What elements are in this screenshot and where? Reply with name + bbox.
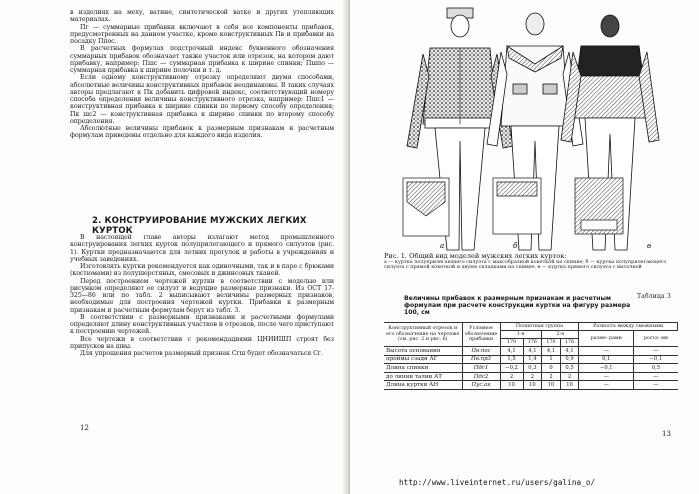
figure-caption-title: Рис. 1. Общий вид моделей мужских легких курток: bbox=[384, 252, 567, 260]
cell-symbol: Пдс2 bbox=[462, 372, 500, 381]
paragraph: В соответствии с размерными признаками и расчетными формулами определяют длину конструктивных участков и отрезков, после чего приступают к построению чертежей. bbox=[70, 313, 334, 336]
cell-value: 2 bbox=[542, 372, 561, 381]
col-header-group: Полнотная группа bbox=[500, 323, 579, 331]
cell-value: 10 bbox=[523, 381, 542, 390]
col-header-rost: 170 bbox=[500, 339, 523, 347]
table-body bbox=[384, 347, 678, 390]
left-page-top-text bbox=[70, 9, 334, 140]
cell-diff-height: — bbox=[634, 347, 678, 356]
paragraph: Абсолютные величины прибавок к размерным признакам и расчетным формулам приведены отдельно для каждого вида изделия. bbox=[70, 125, 334, 140]
figure-letter-c: в bbox=[647, 242, 652, 250]
cell-name: Высота основания bbox=[384, 347, 462, 356]
col-header-diff: Разность между смежными bbox=[579, 323, 678, 331]
col-header-name: Конструктивный отрезок и его обозначение на чертеже (см. рис. 2 и рис. 6) bbox=[384, 323, 462, 347]
paragraph: В настоящей главе авторы излагают метод промышленного конструирования легких курток полуприлегающего и прямого силуэтов (рис. 1). Куртки предназначаются для летних прогулок и работы в учреждениях и учебных заведениях. bbox=[70, 234, 334, 263]
cell-diff-size: — bbox=[579, 372, 634, 381]
cell-value: −0,2 bbox=[500, 364, 523, 373]
cell-value: 0 bbox=[542, 364, 561, 373]
cell-value: 2 bbox=[500, 372, 523, 381]
cell-value: 0,3 bbox=[523, 364, 542, 373]
cell-value: 2 bbox=[523, 372, 542, 381]
table-row bbox=[384, 364, 678, 373]
jackets-illustration bbox=[385, 6, 685, 252]
cell-symbol: Пдс1 bbox=[462, 364, 500, 373]
page-number-left: 12 bbox=[80, 424, 89, 432]
cell-diff-size: — bbox=[579, 381, 634, 390]
figure-letter-b: б bbox=[513, 242, 518, 250]
figure-letter-a: а bbox=[440, 242, 445, 250]
page-number-right: 13 bbox=[662, 430, 671, 438]
cell-value: 1,5 bbox=[500, 355, 523, 364]
paragraph: Для упрощения расчетов размерный признак Сгш будет обозначаться Сг. bbox=[80, 350, 323, 357]
back-views bbox=[403, 178, 623, 236]
left-page-bottom-text bbox=[70, 234, 334, 357]
cell-value: 10 bbox=[500, 381, 523, 390]
cell-name: проймы сзади АГ bbox=[384, 355, 462, 364]
cell-value: 1,4 bbox=[523, 355, 542, 364]
cell-name: Длина спинки bbox=[384, 364, 462, 373]
col-header-rost: 176 bbox=[523, 339, 542, 347]
cell-symbol: Пв.пос bbox=[462, 347, 500, 356]
cell-name: до линии талии АТ bbox=[384, 372, 462, 381]
cell-value: 4,1 bbox=[542, 347, 561, 356]
cell-symbol: Пв.пр3 bbox=[462, 355, 500, 364]
cell-value: 4,1 bbox=[560, 347, 579, 356]
paragraph: в изделиях на меху, ватине, синтетической ватке и других утепляющих материалах. bbox=[70, 9, 334, 24]
table-row bbox=[384, 381, 678, 390]
cell-value: 10 bbox=[560, 381, 579, 390]
cell-value: 1 bbox=[542, 355, 561, 364]
cell-value: 4,1 bbox=[500, 347, 523, 356]
col-header-rost: 170 bbox=[542, 339, 561, 347]
allowances-table bbox=[384, 322, 678, 390]
cell-symbol: Пус.ак bbox=[462, 381, 500, 390]
col-header-rost: 176 bbox=[560, 339, 579, 347]
table-label: Таблица 3 bbox=[637, 293, 671, 300]
paragraph: Перед построением чертежей куртки в соответствии с моделью или рисунком определяют ее силуэт и ведущие размерные признаки. Из ОСТ 17-325—86 или по табл. 2 выписывают величины размерных признаков, необходимые для построения чертежей куртки. Прибавки к размерным признакам и расчетным формулам берут из табл. 3. bbox=[70, 277, 334, 314]
col-header-group-2: 2-я bbox=[542, 331, 579, 339]
table-row bbox=[384, 372, 678, 381]
cell-value: 2 bbox=[560, 372, 579, 381]
figure-caption-sub: а — куртка полуприлегающего силуэта с максобразной кокеткой на спинке; б — куртка полуприлегающего силуэта с прямой кокеткой и двумя складками на спинке; в — куртка прямого силуэта с вытачкой bbox=[384, 258, 667, 271]
paragraph: Если одному конструктивному отрезку определяют двумя способами, абсолютные величины конструктивных прибавок неодинаковы. В таких случаях авторы предлагают к Пк добавить цифровой индекс, соответствующий номеру способа определения величины конструктивного отрезка, например: Пшс1 — конструктивная прибавка к ширине спинки по первому способу определения; Пк шс2 — конструктивная прибавка к ширине спинки по второму способу определения. bbox=[70, 74, 334, 125]
cell-diff-height: −0,1 bbox=[634, 355, 678, 364]
paragraph: Все чертежи в соответствии с рекомендациями ЦНИИШП строят без припусков на швы. bbox=[70, 335, 334, 350]
cell-value: 10 bbox=[542, 381, 561, 390]
paragraph: Изготовлять куртки рекомендуется как одиночными, так и в паре с брюками (костюмами) из полушерстяных, смесовых и джинсовых тканей. bbox=[70, 263, 334, 278]
cell-diff-size: 0,1 bbox=[579, 355, 634, 364]
cell-diff-size: — bbox=[579, 347, 634, 356]
cell-diff-height: — bbox=[634, 372, 678, 381]
paragraph: Пг — суммарные прибавки включают в себя все компоненты прибавок, предусмотренных на данном участке, кроме конструктивных Пв и прибавки на посадку Ппос. bbox=[70, 23, 334, 45]
cell-value: 4,1 bbox=[523, 347, 542, 356]
table-row bbox=[384, 355, 678, 364]
footer-url: http://www.liveinternet.ru/users/galina_o/ bbox=[399, 478, 596, 487]
table-title: Величины прибавок к размерным признакам и расчетным формулам при расчете конструкции куртки на фигуру размера 100, см bbox=[404, 295, 631, 317]
paragraph: В расчетных формулах подстрочный индекс буквенного обозначения суммарных прибавок обозначает также участок или отрезок, на котором дают прибавку, например: Пшс — суммарная прибавка к ширине спинки; Пшпо — суммарная прибавка к ширине полочки и т. д. bbox=[70, 45, 334, 74]
col-header-diff-heights: роста- ми bbox=[634, 331, 678, 347]
col-header-diff-sizes: разме- рами bbox=[579, 331, 634, 347]
cell-value: 0,9 bbox=[560, 355, 579, 364]
cell-diff-height: — bbox=[634, 381, 678, 390]
cell-diff-height: 0,5 bbox=[634, 364, 678, 373]
cell-name: Длина куртки АН bbox=[384, 381, 462, 390]
table-row bbox=[384, 347, 678, 356]
chapter-heading: 2. КОНСТРУИРОВАНИЕ МУЖСКИХ ЛЕГКИХ КУРТОК bbox=[92, 216, 307, 236]
col-header-symbol: Условное обозначение прибавки bbox=[462, 323, 500, 347]
col-header-group-1: 1-я bbox=[500, 331, 542, 339]
cell-value: 0,5 bbox=[560, 364, 579, 373]
figure-caption bbox=[384, 253, 676, 271]
cell-diff-size: −0,1 bbox=[579, 364, 634, 373]
